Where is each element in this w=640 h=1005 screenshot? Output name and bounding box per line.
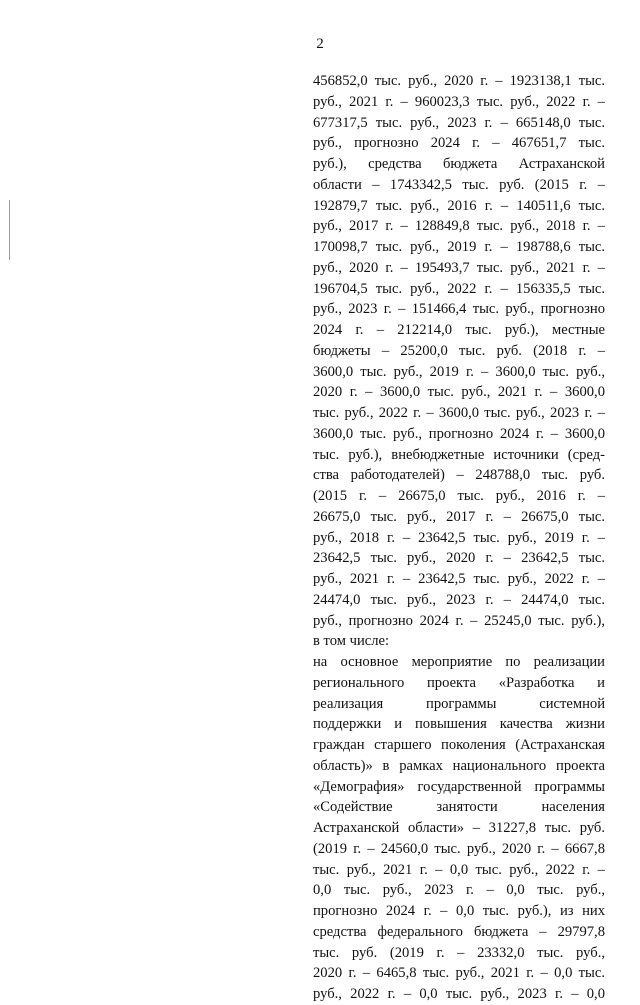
text-line: тыс. руб., 2022 г. – 3600,0 тыс. руб., 2023 г. –: [313, 405, 605, 421]
text-line: области – 1743342,5 тыс. руб. (2015 г. –: [313, 176, 605, 193]
text-line: на основное мероприятие по реализации: [313, 654, 605, 670]
text-line: 196704,5 тыс. руб., 2022 г. – 156335,5 тыс.: [313, 280, 605, 297]
text-line: «Содействие занятости населения: [313, 799, 605, 816]
text-line: поддержки и повышения качества жизни: [313, 716, 605, 733]
text-line: ства работодателей) – 248788,0 тыс. руб.: [313, 467, 605, 484]
text-line: (2019 г. – 24560,0 тыс. руб., 2020 г. – 6667,8: [313, 840, 605, 857]
text-line: руб., 2018 г. – 23642,5 тыс. руб., 2019 г. –: [313, 529, 605, 546]
text-line: область)» в рамках национального проекта: [313, 757, 605, 774]
text-line: тыс. руб., 2021 г. – 0,0 тыс. руб., 2022 г. –: [313, 861, 605, 878]
text-line: 0,0 тыс. руб., 2023 г. – 0,0 тыс. руб.,: [313, 882, 605, 899]
text-line: руб., 2017 г. – 128849,8 тыс. руб., 2018 г. –: [313, 218, 605, 235]
text-line: 2024 г. – 212214,0 тыс. руб.), местные: [313, 322, 605, 338]
text-line: средства федерального бюджета – 29797,8: [313, 923, 605, 940]
text-line: бюджеты – 25200,0 тыс. руб. (2018 г. –: [313, 342, 605, 359]
text-line: 26675,0 тыс. руб., 2017 г. – 26675,0 тыс.: [313, 508, 605, 525]
text-line: 2020 г. – 6465,8 тыс. руб., 2021 г. – 0,0 тыс.: [313, 965, 605, 982]
text-line: тыс. руб. (2019 г. – 23332,0 тыс. руб.,: [313, 944, 605, 961]
text-line: (2015 г. – 26675,0 тыс. руб., 2016 г. –: [313, 488, 605, 504]
text-line: 2020 г. – 3600,0 тыс. руб., 2021 г. – 3600,0: [313, 384, 605, 401]
document-text-column: [313, 71, 605, 1005]
text-line: прогнозно 2024 г. – 0,0 тыс. руб.), из них: [313, 903, 605, 919]
text-line: руб.), средства бюджета Астраханской: [313, 156, 605, 172]
text-line: 677317,5 тыс. руб., 2023 г. – 665148,0 тыс.: [313, 114, 605, 131]
text-line: руб., 2022 г. – 0,0 тыс. руб., 2023 г. – 0,0: [313, 986, 605, 1002]
text-line: руб., 2021 г. – 23642,5 тыс. руб., 2022 г. –: [313, 571, 605, 587]
text-line: граждан старшего поколения (Астраханская: [313, 737, 605, 753]
text-line: Астраханской области» – 31227,8 тыс. руб.: [313, 820, 605, 836]
text-line: руб., прогнозно 2024 г. – 25245,0 тыс. руб.),: [313, 612, 605, 629]
text-line: реализация программы системной: [313, 695, 605, 712]
text-line: 24474,0 тыс. руб., 2023 г. – 24474,0 тыс.: [313, 591, 605, 608]
text-line: руб., 2021 г. – 960023,3 тыс. руб., 2022 г. –: [313, 93, 605, 110]
text-line: «Демография» государственной программы: [313, 778, 605, 795]
text-line: тыс. руб.), внебюджетные источники (сред-: [313, 446, 605, 463]
text-line: руб., прогнозно 2024 г. – 467651,7 тыс.: [313, 135, 605, 152]
text-line: 456852,0 тыс. руб., 2020 г. – 1923138,1 тыс.: [313, 73, 605, 89]
text-line: 23642,5 тыс. руб., 2020 г. – 23642,5 тыс.: [313, 550, 605, 567]
text-line: руб., 2020 г. – 195493,7 тыс. руб., 2021 г. –: [313, 259, 605, 276]
margin-line: [9, 200, 10, 260]
text-line: 192879,7 тыс. руб., 2016 г. – 140511,6 тыс.: [313, 197, 605, 214]
text-line: 3600,0 тыс. руб., прогнозно 2024 г. – 3600,0: [313, 425, 605, 442]
text-line: регионального проекта «Разработка и: [313, 674, 605, 691]
text-line: в том числе:: [313, 633, 390, 650]
text-line: 170098,7 тыс. руб., 2019 г. – 198788,6 тыс.: [313, 239, 605, 255]
text-line: руб., 2023 г. – 151466,4 тыс. руб., прогнозно: [313, 301, 605, 318]
page-number: 2: [316, 36, 324, 52]
text-line: 3600,0 тыс. руб., 2019 г. – 3600,0 тыс. руб.,: [313, 363, 605, 380]
